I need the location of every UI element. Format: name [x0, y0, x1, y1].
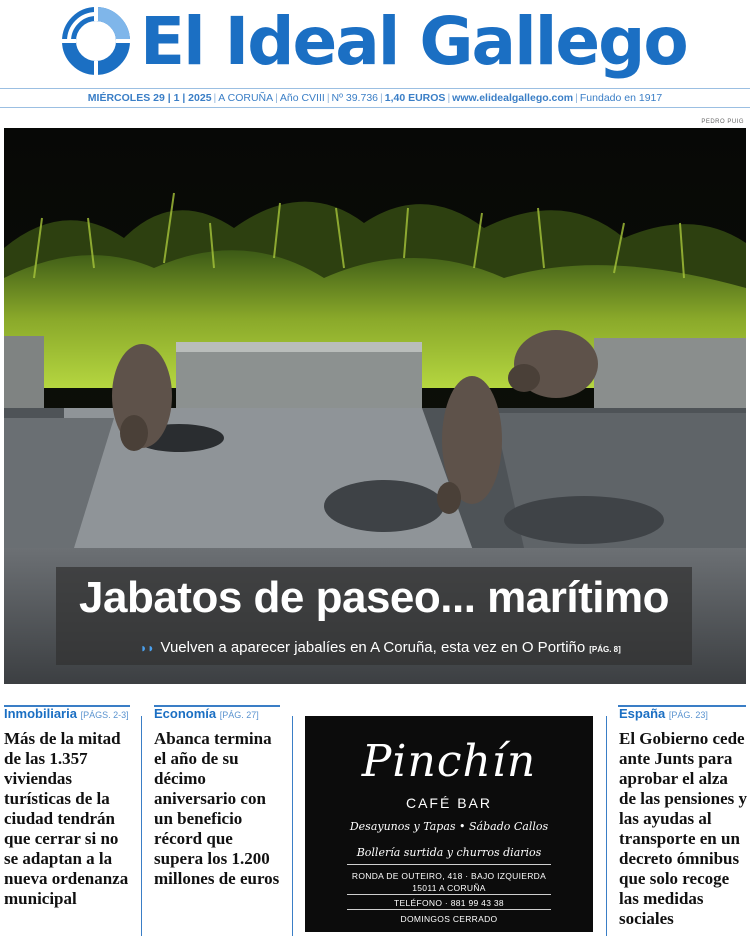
story-espana[interactable]: [619, 706, 747, 929]
lead-photo: [4, 128, 746, 684]
ad-divider: [347, 894, 551, 895]
column-divider: [292, 716, 293, 936]
ad-divider: [347, 909, 551, 910]
story-headline[interactable]: Más de la mitad de las 1.357 viviendas turísticas de la ciudad tendrán que cerrar si no se adaptan a la nueva ordenanza municipal: [4, 729, 129, 908]
column-divider: [606, 716, 607, 936]
advertisement-pinchin[interactable]: [305, 716, 593, 932]
story-inmobiliaria[interactable]: [4, 706, 134, 909]
photo-credit: PEDRO PUIG: [701, 119, 744, 125]
ad-closed-note: DOMINGOS CERRADO: [400, 914, 498, 924]
double-arrow-icon: ◗◗: [140, 641, 155, 655]
issue-price: 1,40 EUROS: [384, 92, 446, 104]
story-economia[interactable]: [154, 706, 286, 889]
lead-headline[interactable]: Jabatos de paseo... marítimo: [79, 573, 669, 622]
column-divider: [141, 716, 142, 936]
section-label: Economía [PÁG. 27]: [154, 706, 259, 721]
dateline: MIÉRCOLES 29 | 1 | 2025 | A CORUÑA | Año CVIII | Nº 39.736 | 1,40 EUROS | www.elidealgallego.com | Fundado en 1917: [0, 88, 750, 108]
issue-number: Nº 39.736: [331, 92, 378, 104]
masthead: [0, 0, 750, 90]
ad-business-name: Pinchín: [361, 736, 537, 787]
ad-divider: [347, 864, 551, 865]
website-link[interactable]: www.elidealgallego.com: [452, 92, 574, 104]
section-label: Inmobiliaria [PÁGS. 2-3]: [4, 706, 129, 721]
issue-date: MIÉRCOLES 29 | 1 | 2025: [87, 92, 212, 104]
story-headline[interactable]: El Gobierno cede ante Junts para aprobar el alza de las pensiones y las ayudas al transporte en un decreto ómnibus que solo recoge las medidas sociales: [619, 729, 747, 928]
ad-address: RONDA DE OUTEIRO, 418 · BAJO IZQUIERDA: [351, 871, 547, 881]
story-headline[interactable]: Abanca termina el año de su décimo aniversario con un beneficio récord que supera los 1.200 millones de euros: [154, 729, 280, 888]
newspaper-logo-icon: [60, 5, 132, 77]
newspaper-title: El Ideal Gallego: [140, 3, 687, 80]
lead-subhead-text: Vuelven a aparecer jabalíes en A Coruña, esta vez en O Portiño: [160, 639, 586, 656]
issue-city: A CORUÑA: [218, 92, 274, 104]
ad-offer-line: Bollería surtida y churros diarios: [356, 846, 542, 859]
lead-page-ref: [PÁG. 8]: [589, 645, 621, 654]
issue-year: Año CVIII: [279, 92, 325, 104]
ad-phone: TELÉFONO · 881 99 43 38: [394, 898, 504, 908]
section-label: España [PÁG. 23]: [619, 706, 708, 721]
lead-headline-box: [56, 567, 692, 665]
ad-postcode: 15011 A CORUÑA: [412, 883, 486, 893]
ad-offer-line: Desayunos y Tapas • Sábado Callos: [349, 820, 549, 833]
ad-business-type: CAFÉ BAR: [405, 795, 492, 811]
lead-subhead: [140, 639, 621, 656]
founded-note: Fundado en 1917: [579, 92, 663, 104]
